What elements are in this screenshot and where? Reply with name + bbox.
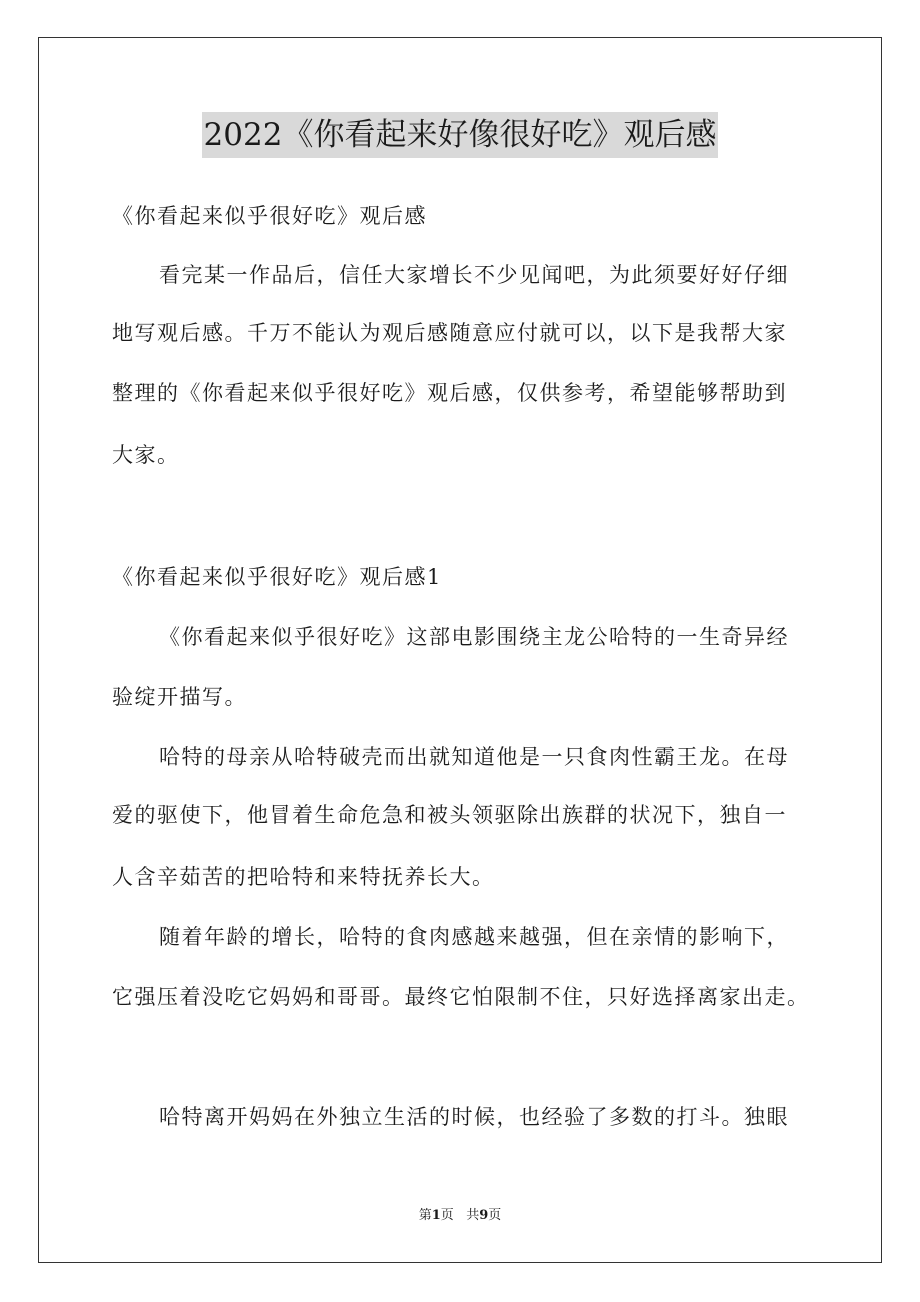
document-title: 2022《你看起来好像很好吃》观后感 <box>202 112 719 158</box>
paragraph-line: 大家。 <box>112 443 180 467</box>
footer-total-prefix: 共 <box>466 1208 480 1223</box>
footer-page-suffix: 页 <box>440 1208 454 1223</box>
section-heading: 《你看起来似乎很好吃》观后感1 <box>112 565 442 589</box>
paragraph-line: 《你看起来似乎很好吃》这部电影围绕主龙公哈特的一生奇异经 <box>159 625 789 649</box>
paragraph-line: 看完某一作品后，信任大家增长不少见闻吧，为此须要好好仔细 <box>159 263 789 287</box>
paragraph-line: 地写观后感。千万不能认为观后感随意应付就可以，以下是我帮大家 <box>112 321 787 345</box>
paragraph-line: 验绽开描写。 <box>112 685 247 709</box>
page-footer <box>0 1206 920 1226</box>
footer-prefix: 第 <box>418 1208 432 1223</box>
paragraph-line: 它强压着没吃它妈妈和哥哥。最终它怕限制不住，只好选择离家出走。 <box>112 985 810 1009</box>
paragraph-line: 随着年龄的增长，哈特的食肉感越来越强，但在亲情的影响下， <box>159 925 789 949</box>
footer-total-pages: 9 <box>479 1208 489 1223</box>
footer-total-suffix: 页 <box>488 1208 502 1223</box>
paragraph-line: 人含辛茹苦的把哈特和来特抚养长大。 <box>112 865 495 889</box>
paragraph-line: 整理的《你看起来似乎很好吃》观后感，仅供参考，希望能够帮助到 <box>112 381 787 405</box>
subtitle-line: 《你看起来似乎很好吃》观后感 <box>112 204 427 228</box>
title-container <box>0 112 920 158</box>
footer-page-number: 1 <box>431 1208 441 1223</box>
paragraph-line: 爱的驱使下，他冒着生命危急和被头领驱除出族群的状况下，独自一 <box>112 803 787 827</box>
paragraph-line: 哈特的母亲从哈特破壳而出就知道他是一只食肉性霸王龙。在母 <box>159 745 789 769</box>
paragraph-line: 哈特离开妈妈在外独立生活的时候，也经验了多数的打斗。独眼 <box>159 1105 789 1129</box>
